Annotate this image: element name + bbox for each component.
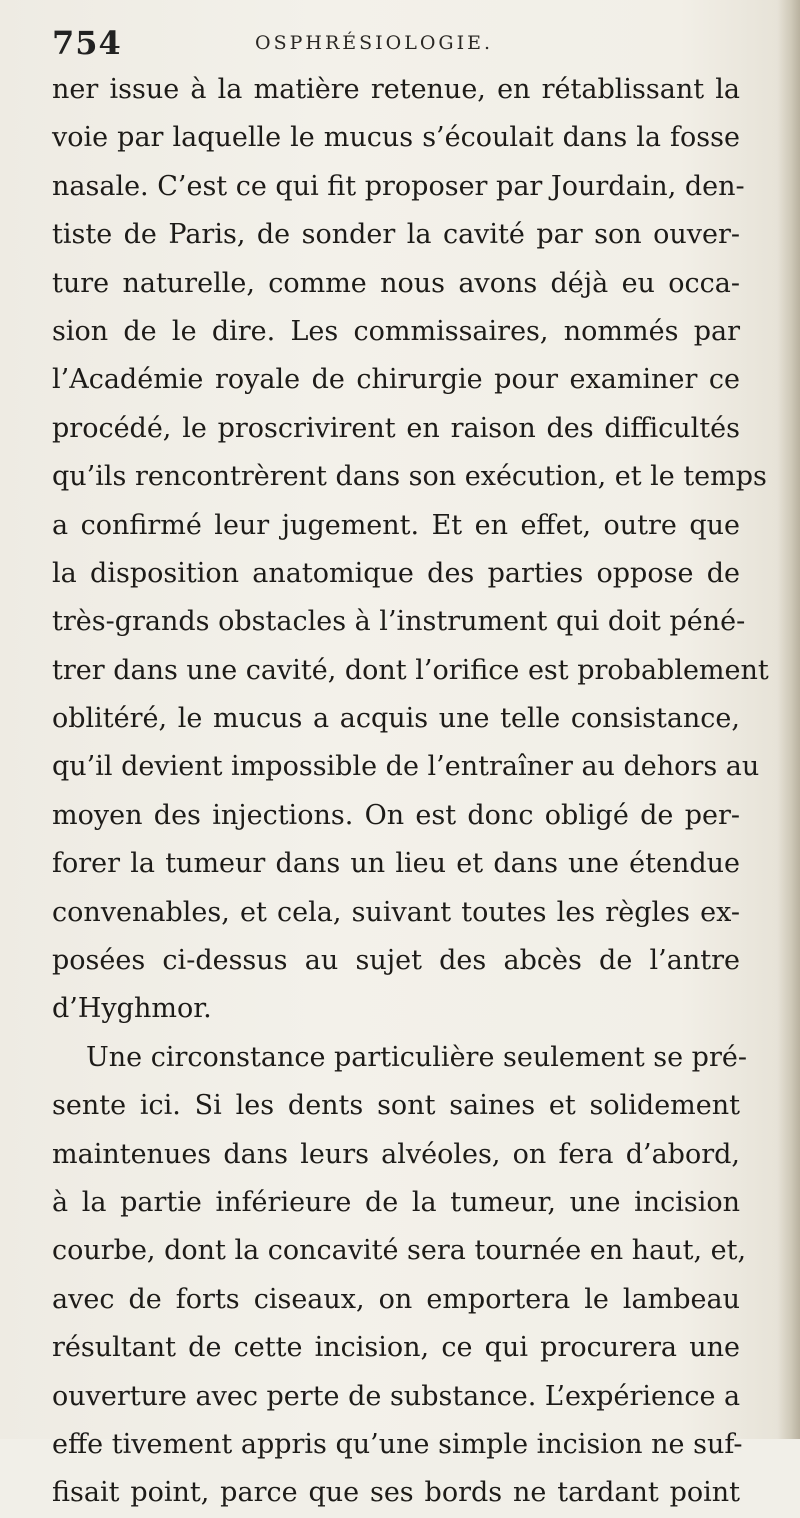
- text-line: trer dans une cavité, dont l’orifice est probablement: [52, 654, 769, 686]
- page-header: [52, 20, 742, 60]
- text-line: nasale. C’est ce qui fit proposer par Jourdain, den-: [52, 170, 745, 202]
- text-line: moyen des injections. On est donc obligé de per-: [52, 799, 740, 831]
- text-line: ouverture avec perte de substance. L’expérience a: [52, 1380, 741, 1412]
- text-line: maintenues dans leurs alvéoles, on fera d’abord,: [52, 1138, 740, 1170]
- text-line: fisait point, parce que ses bords ne tardant point: [52, 1477, 740, 1509]
- text-line: forer la tumeur dans un lieu et dans une étendue: [52, 848, 740, 880]
- text-line: ner issue à la matière retenue, en rétablissant la: [52, 74, 740, 105]
- text-line: convenables, et cela, suivant toutes les règles ex-: [52, 896, 740, 928]
- text-line: sente ici. Si les dents sont saines et solidement: [52, 1090, 740, 1122]
- text-line: courbe, dont la concavité sera tournée en haut, et,: [52, 1235, 747, 1267]
- text-line: l’Académie royale de chirurgie pour examiner ce: [52, 364, 740, 396]
- text-line: très-grands obstacles à l’instrument qui doit péné-: [52, 606, 746, 638]
- text-line: résultant de cette incision, ce qui procurera une: [52, 1332, 740, 1364]
- text-line: voie par laquelle le mucus s’écoulait dans la fosse: [52, 122, 740, 154]
- text-line: a confirmé leur jugement. Et en effet, outre que: [52, 509, 740, 541]
- text-line: qu’il devient impossible de l’entraîner au dehors au: [52, 751, 760, 783]
- text-line: d’Hyghmor.: [52, 993, 212, 1025]
- text-line: posées ci-dessus au sujet des abcès de l’antre: [52, 945, 740, 977]
- page-edge-shadow: [778, 0, 800, 1439]
- text-line: effe tivement appris qu’une simple incision ne suf-: [52, 1428, 743, 1460]
- body-text: [52, 66, 769, 1518]
- text-line: à la partie inférieure de la tumeur, une incision: [52, 1186, 740, 1218]
- text-line: sion de le dire. Les commissaires, nommés par: [52, 315, 740, 347]
- text-line: oblitéré, le mucus a acquis une telle consistance,: [52, 703, 740, 735]
- text-line: ture naturelle, comme nous avons déjà eu occa-: [52, 267, 740, 299]
- text-line: procédé, le proscrivirent en raison des difficultés: [52, 412, 740, 444]
- text-line: avec de forts ciseaux, on emportera le lambeau: [52, 1283, 740, 1315]
- text-line: qu’ils rencontrèrent dans son exécution, et le temps: [52, 461, 767, 493]
- running-head: OSPHRÉSIOLOGIE.: [255, 32, 494, 54]
- text-line: Une circonstance particulière seulement se pré-: [86, 1041, 747, 1073]
- text-line: la disposition anatomique des parties oppose de: [52, 557, 740, 589]
- text-line: tiste de Paris, de sonder la cavité par son ouver-: [52, 219, 740, 251]
- page-number: 754: [52, 24, 122, 62]
